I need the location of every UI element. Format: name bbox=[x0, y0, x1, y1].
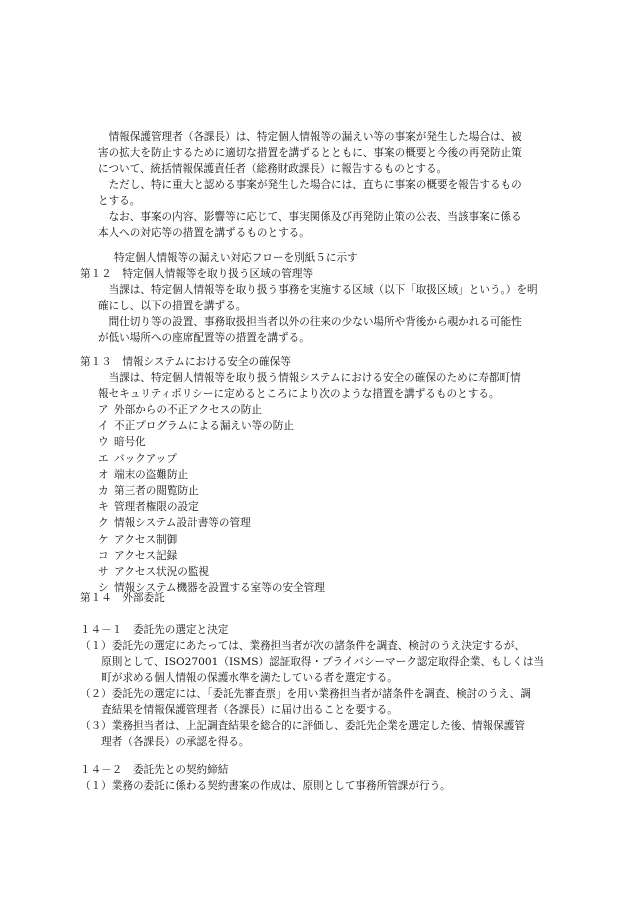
text-line: 当課は、特定個人情報等を取り扱う事務を実施する区域（以下「取扱区域」という。）を明 bbox=[98, 284, 538, 296]
list-item-line: 査結果を情報保護管理者（各課長）に届け出ることを要する。 bbox=[80, 704, 398, 716]
section-12-paragraph-2 bbox=[98, 314, 522, 346]
section-12-paragraph-1 bbox=[98, 282, 538, 314]
text-line: とする。 bbox=[98, 195, 141, 207]
paragraph-serious-incident bbox=[98, 177, 522, 209]
text-line: 確にし、以下の措置を講ずる。 bbox=[98, 300, 247, 312]
text-line: について、統括情報保護責任者（総務財政課長）に報告するものとする。 bbox=[98, 163, 448, 175]
text-line: ただし、特に重大と認める事案が発生した場合には、直ちに事案の概要を報告するもの bbox=[98, 179, 522, 191]
text-line: 報セキュリティポリシーに定めるところにより次のような措置を講ずるものとする。 bbox=[98, 388, 500, 400]
list-item: エ バックアップ bbox=[98, 452, 177, 465]
paragraph-leak-report bbox=[98, 129, 522, 177]
paragraph-disclosure bbox=[98, 209, 522, 241]
list-item-line: （１）委託先の選定にあたっては、業務担当者が次の諸条件を調査、検討のうえ決定するが、 bbox=[80, 640, 525, 652]
text-line: 本人への対応等の措置を講ずるものとする。 bbox=[98, 227, 310, 239]
list-item: ケ アクセス制御 bbox=[98, 533, 178, 546]
list-item-line: 理者（各課長）の承認を得る。 bbox=[80, 736, 250, 748]
subsection-14-1-items bbox=[80, 638, 544, 750]
list-item-line: （１）業務の委託に係わる契約書案の作成は、原則として事務所管課が行う。 bbox=[80, 780, 451, 792]
section-14-heading: 第１４ 外部委託 bbox=[80, 592, 165, 604]
list-item: イ 不正プログラムによる漏えい等の防止 bbox=[98, 420, 294, 433]
list-item: カ 第三者の閲覧防止 bbox=[98, 485, 199, 498]
list-item: コ アクセス記録 bbox=[98, 549, 178, 562]
subsection-14-1-heading: １４－１ 委託先の選定と決定 bbox=[80, 624, 229, 636]
text-line: 害の拡大を防止するために適切な措置を講ずるとともに、事案の概要と今後の再発防止策 bbox=[98, 147, 522, 159]
list-item: オ 端末の盗難防止 bbox=[98, 468, 189, 481]
list-item: シ 情報システム機器を設置する室等の安全管理 bbox=[98, 582, 325, 595]
text-line: が低い場所への座席配置等の措置を講ずる。 bbox=[98, 332, 310, 344]
subsection-14-2-heading: １４－２ 委託先との契約締結 bbox=[80, 764, 229, 776]
flow-note: 特定個人情報等の漏えい対応フローを別紙５に示す bbox=[114, 252, 358, 264]
list-item: ウ 暗号化 bbox=[98, 436, 146, 449]
list-item: ク 情報システム設計書等の管理 bbox=[98, 517, 251, 530]
section-13-heading: 第１３ 情報システムにおける安全の確保等 bbox=[80, 356, 291, 368]
list-item: サ アクセス状況の監視 bbox=[98, 566, 210, 579]
text-line: 当課は、特定個人情報等を取り扱う情報システムにおける安全の確保のために寿都町情 bbox=[98, 372, 521, 384]
text-line: なお、事案の内容、影響等に応じて、事実関係及び再発防止策の公表、当該事案に係る bbox=[98, 211, 522, 223]
text-line: 間仕切り等の設置、事務取扱担当者以外の往来の少ない場所や背後から覗かれる可能性 bbox=[98, 316, 522, 328]
measures-list bbox=[98, 402, 325, 596]
list-item: ア 外部からの不正アクセスの防止 bbox=[98, 404, 262, 416]
list-item: キ 管理者権限の設定 bbox=[98, 501, 199, 514]
list-item-line: （２）委託先の選定には、「委託先審査票」を用い業務担当者が諸条件を調査、検討のうえ、調 bbox=[80, 688, 531, 700]
section-13-paragraph bbox=[98, 370, 521, 402]
text-line: 情報保護管理者（各課長）は、特定個人情報等の漏えい等の事案が発生した場合は、被 bbox=[98, 131, 522, 143]
list-item-line: 町が求める個人情報の保護水準を満たしている者を選定する。 bbox=[80, 672, 398, 684]
list-item-line: （３）業務担当者は、上記調査結果を総合的に評価し、委託先企業を選定した後、情報保護管 bbox=[80, 720, 525, 732]
section-12-heading: 第１２ 特定個人情報等を取り扱う区域の管理等 bbox=[80, 268, 314, 280]
list-item-line: 原則として、ISO27001（ISMS）認証取得・プライバシーマーク認定取得企業、もしくは当 bbox=[80, 656, 545, 668]
